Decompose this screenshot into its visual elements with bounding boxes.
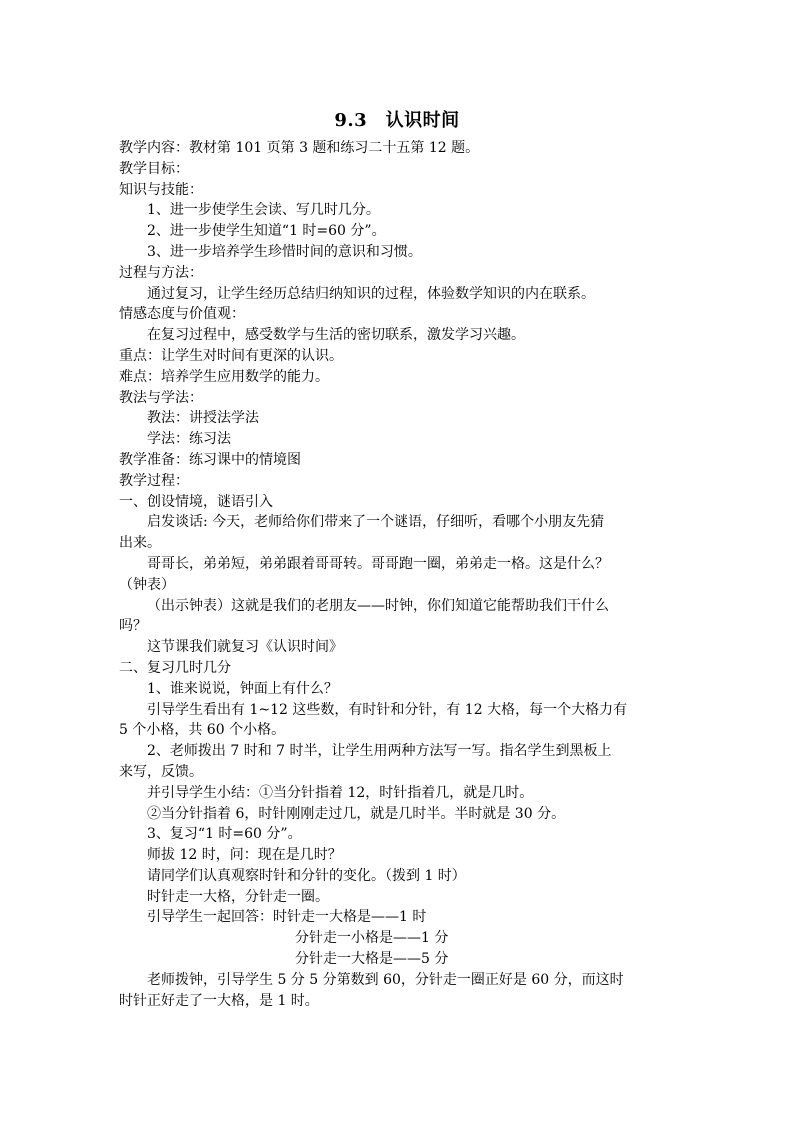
text-line: （钟表） [119,576,175,593]
text-line: 分针走一大格是——5 分 [295,951,449,968]
text-line: 教学准备：练习课中的情境图 [119,451,301,468]
text-line: 时针走一大格，分针走一圈。 [147,888,329,905]
text-line: 引导学生一起回答：时针走一大格是——1 时 [147,909,427,926]
section-heading: 一、创设情境，谜语引入 [119,493,273,510]
text-line: 老师拨钟，引导学生 5 分 5 分第数到 60，分针走一圈正好是 60 分，而这时 [147,971,624,988]
text-line: 吗？ [119,618,147,635]
text-line: 启发谈话: 今天，老师给你们带来了一个谜语，仔细听，看哪个小朋友先猜 [147,514,605,531]
text-line: 2、进一步使学生知道“1 时=60 分”。 [147,223,386,240]
document-title: 9.3 认识时间 [334,110,460,131]
text-line: 重点：让学生对时间有更深的认识。 [119,347,343,364]
text-line: 教学内容：教材第 101 页第 3 题和练习二十五第 12 题。 [119,140,480,156]
section-heading: 二、复习几时几分 [119,659,231,676]
text-line: 并引导学生小结：①当分针指着 12，时针指着几，就是几时。 [147,784,534,801]
text-line: 在复习过程中，感受数学与生活的密切联系，激发学习兴趣。 [147,327,525,344]
section-heading: 教法与学法： [119,389,203,406]
text-line: 2、老师拨出 7 时和 7 时半，让学生用两种方法写一写。指名学生到黑板上 [147,743,612,760]
text-line: ②当分针指着 6，时针刚刚走过几，就是几时半。半时就是 30 分。 [147,805,566,822]
text-line: 1、谁来说说，钟面上有什么？ [147,680,338,697]
section-heading: 知识与技能： [119,181,203,198]
text-line: 教法：讲授法学法 [147,410,259,427]
section-heading: 过程与方法： [119,264,203,281]
text-line: 时针正好走了一大格，是 1 时。 [119,992,319,1009]
text-line: 这节课我们就复习《认识时间》 [147,639,343,656]
text-line: 哥哥长，弟弟短，弟弟跟着哥哥转。哥哥跑一圈，弟弟走一格。这是什么？ [147,555,609,572]
text-line: 出来。 [119,535,161,552]
text-line: 分针走一小格是——1 分 [295,930,449,947]
section-heading: 教学过程： [119,472,189,489]
text-line: 难点：培养学生应用数学的能力。 [119,368,329,385]
text-line: 请同学们认真观察时针和分针的变化。（拨到 1 时） [147,867,466,884]
text-line: 3、复习“1 时=60 分”。 [147,826,302,843]
text-line: 引导学生看出有 1~12 这些数，有时针和分针，有 12 大格，每一个大格力有 [147,701,628,718]
text-line: 师拔 12 时，问：现在是几时？ [147,847,342,864]
text-line: （出示钟表）这就是我们的老朋友——时钟，你们知道它能帮助我们干什么 [147,597,609,614]
text-line: 通过复习，让学生经历总结归纳知识的过程，体验数学知识的内在联系。 [147,285,595,302]
text-line: 5 个小格，共 60 个小格。 [119,722,286,739]
text-line: 3、进一步培养学生珍惜时间的意识和习惯。 [147,243,422,260]
section-heading: 教学目标： [119,160,189,177]
document-body [119,138,679,1011]
text-line: 学法：练习法 [147,431,231,448]
text-line: 1、进一步使学生会读、写几时几分。 [147,202,380,219]
section-heading: 情感态度与价值观： [119,306,245,323]
text-line: 来写，反馈。 [119,763,203,780]
